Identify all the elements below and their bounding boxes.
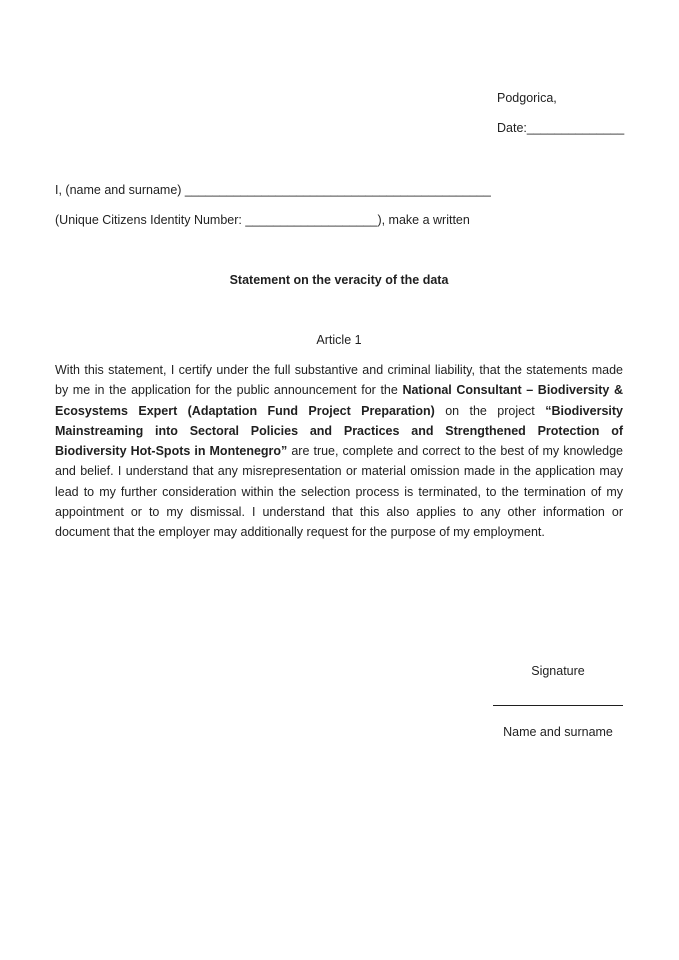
statement-run-bold: “Biodiversity Mainstreaming into Sectoral Policies and Practices and Strengthened Protection of Biodiversity Hot-Spots in Montenegro” <box>55 403 623 459</box>
place-text: Podgorica, <box>497 91 557 105</box>
statement-run: With this statement, I certify under the full substantive and criminal liability, that the statements made by me in the application for the public announcement for the <box>55 363 623 398</box>
article-heading: Article 1 <box>316 333 362 347</box>
place-date-block <box>497 88 623 138</box>
statement-run: on the project <box>434 403 546 418</box>
statement-run: are true, complete and correct to the best of my knowledge and belief. I understand that any misrepresentation or material omission made in the application may lead to my further consideration within the selection process is terminated, to the termination of my appointment or to my dismissal. I understand that this also applies to any other information or document that the employer may additionally request for the purpose of my employment. <box>55 444 623 540</box>
identity-number-line: (Unique Citizens Identity Number: ___________________), make a written <box>55 213 470 227</box>
statement-run-bold: National Consultant – Biodiversity & Ecosystems Expert (Adaptation Fund Project Preparation) <box>55 383 623 418</box>
date-field-line: Date:______________ <box>497 121 625 135</box>
signature-block <box>493 661 623 742</box>
document-title: Statement on the veracity of the data <box>229 273 449 287</box>
declarant-name-line: I, (name and surname) ____________________________________________ <box>55 183 491 197</box>
statement-paragraph <box>55 360 623 543</box>
document-content <box>0 88 679 543</box>
signature-line <box>493 705 623 706</box>
signature-label: Signature <box>531 664 585 678</box>
signature-caption: Name and surname <box>503 725 613 739</box>
